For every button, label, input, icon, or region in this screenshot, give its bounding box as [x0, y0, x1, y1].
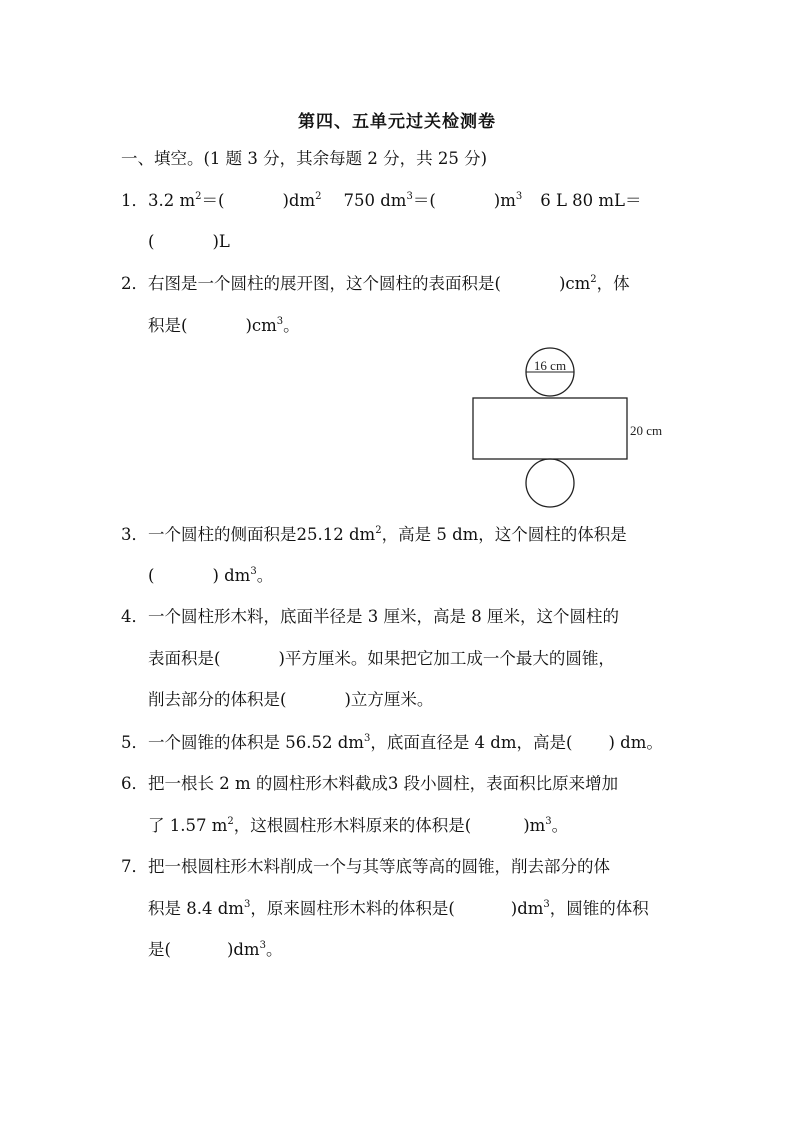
bottom-circle	[526, 459, 574, 507]
question-2-line-2: 积是( )$cm^3$。	[148, 316, 300, 335]
question-3-line-1: 3．一个圆柱的侧面积是25.12 $dm^2$，高是 5 dm，这个圆柱的体积是	[121, 525, 627, 544]
question-4-line-2: 表面积是( )平方厘米。如果把它加工成一个最大的圆锥，	[148, 649, 615, 668]
side-rectangle	[473, 398, 627, 459]
question-7-line-1: 7．把一根圆柱形木料削成一个与其等底等高的圆锥，削去部分的体	[121, 857, 610, 876]
rectangle-height-label: 20 cm	[630, 423, 663, 438]
question-1-line-1: 1．3.2 $m^2=$( )$dm^2$ 750 $dm^3=$( )$m^3$ 6 L 80 mL＝	[121, 191, 642, 210]
question-number: 7．	[121, 857, 148, 876]
question-7-line-3: 是( )$dm^3$。	[148, 940, 283, 959]
question-number: 1．	[121, 191, 148, 210]
section-heading: 一、填空。(1 题 3 分，其余每题 2 分，共 25 分)	[121, 149, 488, 168]
question-5-line-1: 5．一个圆锥的体积是 56.52 $dm^3$，底面直径是 4 dm，高是( ) dm。	[121, 733, 663, 752]
question-1-line-2: ( )L	[148, 232, 230, 251]
page-title: 第四、五单元过关检测卷	[298, 112, 496, 132]
question-6-line-2: 了 1.57 $m^2$，这根圆柱形木料原来的体积是( )$m^3$。	[148, 816, 569, 835]
circle-label: 16 cm	[533, 358, 567, 373]
question-3-line-2: ( ) $dm^3$。	[148, 566, 274, 585]
question-4-line-3: 削去部分的体积是( )立方厘米。	[148, 690, 434, 709]
question-7-line-2: 积是 8.4 $dm^3$，原来圆柱形木料的体积是( )$dm^3$，圆锥的体积	[148, 899, 649, 918]
question-number: 4．	[121, 607, 148, 626]
question-2-line-1: 2．右图是一个圆柱的展开图，这个圆柱的表面积是( )$cm^2$，体	[121, 274, 630, 293]
question-number: 2．	[121, 274, 148, 293]
question-4-line-1: 4．一个圆柱形木料，底面半径是 3 厘米，高是 8 厘米，这个圆柱的	[121, 607, 619, 626]
cylinder-net-diagram	[465, 343, 695, 513]
question-number: 3．	[121, 525, 148, 544]
question-6-line-1: 6．把一根长 2 m 的圆柱形木料截成3 段小圆柱，表面积比原来增加	[121, 774, 619, 793]
question-number: 6．	[121, 774, 148, 793]
question-number: 5．	[121, 733, 148, 752]
